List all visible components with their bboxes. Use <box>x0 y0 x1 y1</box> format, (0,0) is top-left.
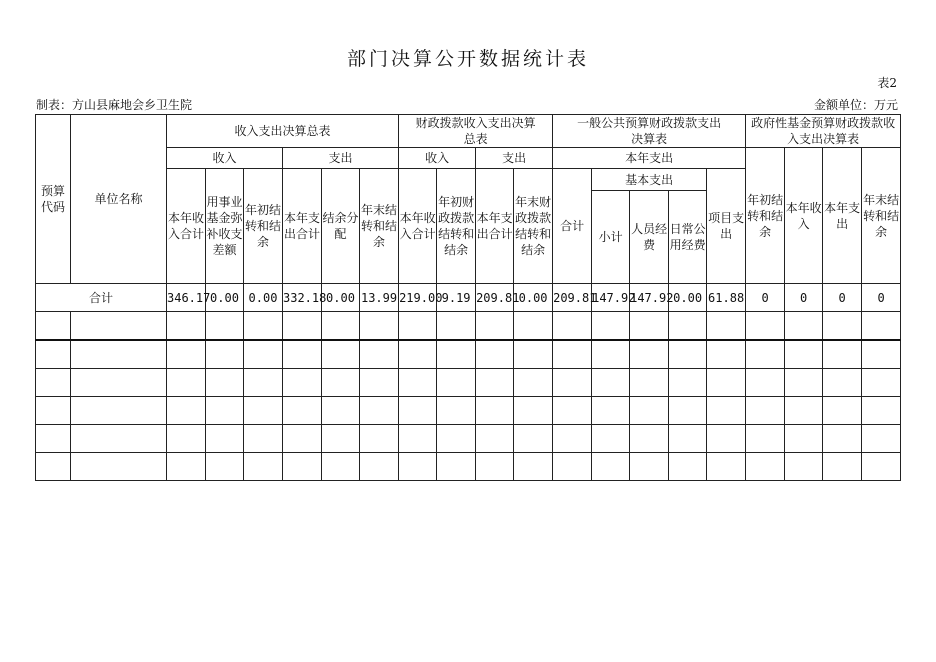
header-end-balance: 年末结转和结余 <box>360 169 399 284</box>
cell-value: 147.92 <box>630 284 669 312</box>
header-fiscal-expense-total: 本年支出合计 <box>476 169 514 284</box>
table-row <box>36 453 901 481</box>
header-distribution: 结余分配 <box>322 169 360 284</box>
cell-value: 61.88 <box>707 284 746 312</box>
header-group-general: 一般公共预算财政拨款支出决算表 <box>553 115 746 148</box>
maker-label: 制表：方山县麻地会乡卫生院 <box>36 98 193 112</box>
cell-value: 147.92 <box>592 284 630 312</box>
cell-value: 0 <box>823 284 862 312</box>
page-title: 部门决算公开数据统计表 <box>346 48 589 70</box>
cell-value: 0 <box>785 284 823 312</box>
statistics-table <box>35 114 901 481</box>
cell-value: 0.00 <box>514 284 553 312</box>
header-this-year-expense: 本年支出 <box>553 148 746 169</box>
cell-value: 0 <box>862 284 901 312</box>
header-fund-subsidy: 用事业基金弥补收支差额 <box>206 169 244 284</box>
header-budget-code: 预算代码 <box>36 115 71 284</box>
header-group-fund: 政府性基金预算财政拨款收入支出决算表 <box>746 115 901 148</box>
header-gf-end: 年末结转和结余 <box>862 148 901 284</box>
table-row <box>36 425 901 453</box>
cell-value: 9.19 <box>437 284 476 312</box>
header-group-total: 收入支出决算总表 <box>167 115 399 148</box>
header-project: 项目支出 <box>707 169 746 284</box>
header-personnel: 人员经费 <box>630 191 669 284</box>
header-income-total: 本年收入合计 <box>167 169 206 284</box>
table-row <box>36 397 901 425</box>
cell-value: 0.00 <box>669 284 707 312</box>
header-basic-expense: 基本支出 <box>592 169 707 191</box>
table-row <box>36 312 901 341</box>
header-fiscal-income-total: 本年收入合计 <box>399 169 437 284</box>
cell-value: 346.17 <box>167 284 206 312</box>
header-fiscal-end: 年末财政拨款结转和结余 <box>514 169 553 284</box>
header-gf-expense: 本年支出 <box>823 148 862 284</box>
cell-value: 209.81 <box>553 284 592 312</box>
header-subtotal: 小计 <box>592 191 630 284</box>
cell-value: 219.00 <box>399 284 437 312</box>
table-row <box>36 340 901 369</box>
header-expense: 支出 <box>283 148 399 169</box>
header-income: 收入 <box>167 148 283 169</box>
total-label: 合计 <box>36 284 167 312</box>
header-expense-total: 本年支出合计 <box>283 169 322 284</box>
cell-value: 0 <box>746 284 785 312</box>
amount-unit-label: 金额单位：万元 <box>813 98 898 112</box>
header-gf-income: 本年收入 <box>785 148 823 284</box>
header-public: 日常公用经费 <box>669 191 707 284</box>
header-unit-name: 单位名称 <box>71 115 167 284</box>
header-fiscal-expense: 支出 <box>476 148 553 169</box>
cell-value: 209.81 <box>476 284 514 312</box>
cell-value: 0.00 <box>322 284 360 312</box>
header-begin-balance: 年初结转和结余 <box>244 169 283 284</box>
header-fiscal-begin: 年初财政拨款结转和结余 <box>437 169 476 284</box>
header-gf-begin: 年初结转和结余 <box>746 148 785 284</box>
table-number: 表2 <box>877 76 897 90</box>
cell-value: 332.18 <box>283 284 322 312</box>
cell-value: 0.00 <box>244 284 283 312</box>
cell-value: 0.00 <box>206 284 244 312</box>
header-total: 合计 <box>553 169 592 284</box>
table-row <box>36 284 901 312</box>
cell-value: 13.99 <box>360 284 399 312</box>
header-fiscal-income: 收入 <box>399 148 476 169</box>
header-group-fiscal: 财政拨款收入支出决算总表 <box>399 115 553 148</box>
table-row <box>36 369 901 397</box>
